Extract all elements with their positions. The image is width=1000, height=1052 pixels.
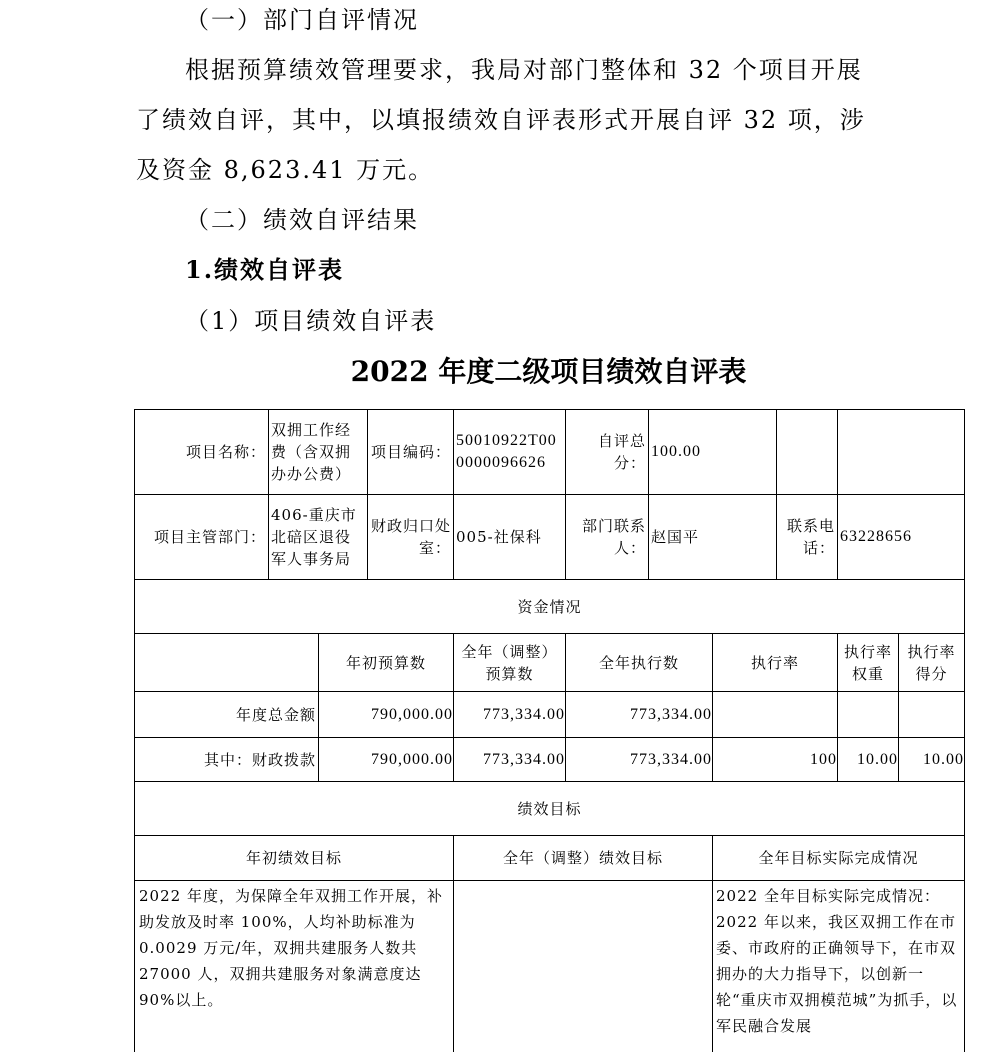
fiscal-executed: 773,334.00 bbox=[565, 737, 713, 782]
empty-cell bbox=[898, 691, 965, 738]
paragraph-line-1: 根据预算绩效管理要求，我局对部门整体和 32 个项目开展 bbox=[185, 56, 863, 84]
total-executed: 773,334.00 bbox=[565, 691, 713, 738]
project-code-value: 50010922T000000096626 bbox=[453, 409, 566, 495]
paragraph-line-3: 及资金 8,623.41 万元。 bbox=[136, 156, 435, 184]
col-execution-rate: 执行率 bbox=[712, 633, 838, 692]
empty-cell bbox=[837, 691, 899, 738]
goal-initial-text: 2022 年度，为保障全年双拥工作开展，补助发放及时率 100%，人均补助标准为 0.0029 万元/年，双拥共建服务人数共 27000 人，双拥共建服务对象满意度达 90%以上。 bbox=[134, 880, 454, 1052]
col-rate-weight: 执行率权重 bbox=[837, 633, 899, 692]
goal-actual-text: 2022 全年目标实际完成情况：2022 年以来，我区双拥工作在市委、市政府的正确领导下，在市双拥办的大力指导下，以创新一轮“重庆市双拥模范城”为抓手，以军民融合发展 bbox=[712, 880, 965, 1052]
total-initial: 790,000.00 bbox=[318, 691, 454, 738]
project-name-label: 项目名称： bbox=[134, 409, 269, 495]
col-adjusted-budget: 全年（调整）预算数 bbox=[453, 633, 566, 692]
goals-header: 绩效目标 bbox=[134, 781, 965, 836]
funds-header: 资金情况 bbox=[134, 579, 965, 634]
col-initial-budget: 年初预算数 bbox=[318, 633, 454, 692]
finance-value: 005-社保科 bbox=[453, 494, 566, 580]
col-rate-score: 执行率得分 bbox=[898, 633, 965, 692]
goal-col-adjusted: 全年（调整）绩效目标 bbox=[453, 835, 713, 881]
score-label: 自评总分： bbox=[565, 409, 649, 495]
paragraph-line-2: 了绩效自评，其中，以填报绩效自评表形式开展自评 32 项，涉 bbox=[136, 106, 866, 134]
total-adjusted: 773,334.00 bbox=[453, 691, 566, 738]
phone-label: 联系电话： bbox=[776, 494, 838, 580]
contact-label: 部门联系人： bbox=[565, 494, 649, 580]
goal-col-actual: 全年目标实际完成情况 bbox=[712, 835, 965, 881]
project-code-label: 项目编码： bbox=[367, 409, 454, 495]
goal-col-initial: 年初绩效目标 bbox=[134, 835, 454, 881]
dept-value: 406-重庆市北碚区退役军人事务局 bbox=[268, 494, 368, 580]
section-heading-4: （1）项目绩效自评表 bbox=[185, 307, 437, 335]
finance-label: 财政归口处室： bbox=[367, 494, 454, 580]
goal-adjusted-text bbox=[453, 880, 713, 1052]
fiscal-rate: 100 bbox=[712, 737, 838, 782]
col-executed: 全年执行数 bbox=[565, 633, 713, 692]
empty-cell bbox=[837, 409, 965, 495]
section-heading-3: 1.绩效自评表 bbox=[185, 255, 345, 284]
row-total-label: 年度总金额 bbox=[134, 691, 319, 738]
empty-cell bbox=[712, 691, 838, 738]
fiscal-weight: 10.00 bbox=[837, 737, 899, 782]
row-fiscal-label: 其中：财政拨款 bbox=[134, 737, 319, 782]
section-heading-1: （一）部门自评情况 bbox=[185, 6, 419, 34]
phone-value: 63228656 bbox=[837, 494, 965, 580]
empty-cell bbox=[776, 409, 838, 495]
contact-value: 赵国平 bbox=[648, 494, 777, 580]
fiscal-initial: 790,000.00 bbox=[318, 737, 454, 782]
empty-cell bbox=[134, 633, 319, 692]
section-heading-2: （二）绩效自评结果 bbox=[185, 206, 419, 234]
table-title: 2022 年度二级项目绩效自评表 bbox=[350, 355, 747, 388]
project-name-value: 双拥工作经费（含双拥办办公费） bbox=[268, 409, 368, 495]
fiscal-adjusted: 773,334.00 bbox=[453, 737, 566, 782]
score-value: 100.00 bbox=[648, 409, 777, 495]
fiscal-score: 10.00 bbox=[898, 737, 965, 782]
dept-label: 项目主管部门： bbox=[134, 494, 269, 580]
